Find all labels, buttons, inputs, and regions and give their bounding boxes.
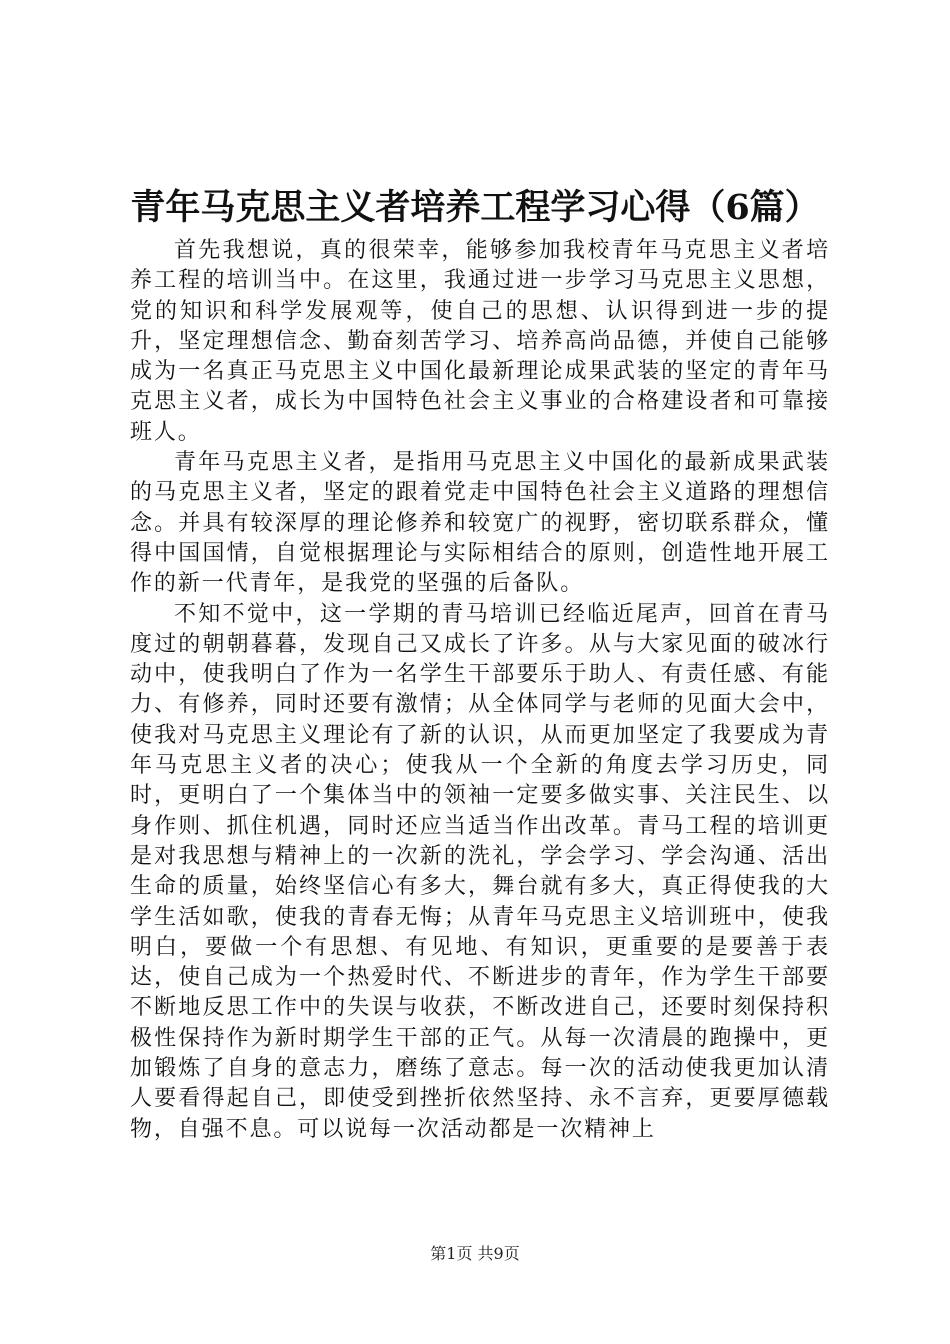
paragraph: 首先我想说，真的很荣幸，能够参加我校青年马克思主义者培养工程的培训当中。在这里，我通过进一步学习马克思主义思想，党的知识和科学发展观等，使自己的思想、认识得到进一步的提升，坚定理想信念、勤奋刻苦学习、培养高尚品德，并使自己能够成为一名真正马克思主义中国化最新理论成果武装的坚定的青年马克思主义者，成长为中国特色社会主义事业的合格建设者和可靠接班人。 xyxy=(130,238,830,445)
page-number-footer: 第1页 共9页 xyxy=(430,1244,520,1263)
document-title: 青年马克思主义者培养工程学习心得（6篇） xyxy=(130,187,820,228)
paragraph: 青年马克思主义者，是指用马克思主义中国化的最新成果武装的马克思主义者，坚定的跟着党走中国特色社会主义道路的理想信念。并具有较深厚的理论修养和较宽广的视野，密切联系群众，懂得中国国情，自觉根据理论与实际相结合的原则，创造性地开展工作的新一代青年，是我党的坚强的后备队。 xyxy=(130,450,830,597)
paragraph: 不知不觉中，这一学期的青马培训已经临近尾声，回首在青马度过的朝朝暮暮，发现自己又成长了许多。从与大家见面的破冰行动中，使我明白了作为一名学生干部要乐于助人、有责任感、有能力、有修养，同时还要有激情；从全体同学与老师的见面大会中，使我对马克思主义理论有了新的认识，从而更加坚定了我要成为青年马克思主义者的决心；使我从一个全新的角度去学习历史，同时，更明白了一个集体当中的领袖一定要多做实事、关注民生、以身作则、抓住机遇，同时还应当适当作出改革。青马工程的培训更是对我思想与精神上的一次新的洗礼，学会学习、学会沟通、活出生命的质量，始终坚信心有多大，舞台就有多大，真正得使我的大学生活如歌，使我的青春无悔；从青年马克思主义培训班中，使我明白，要做一个有思想、有见地、有知识，更重要的是要善于表达，使自己成为一个热爱时代、不断进步的青年，作为学生干部要不断地反思工作中的失误与收获，不断改进自己，还要时刻保持积极性保持作为新时期学生干部的正气。从每一次清晨的跑操中，更加锻炼了自身的意志力，磨练了意志。每一次的活动使我更加认清人要看得起自己，即使受到挫折依然坚持、永不言弃，更要厚德载物，自强不息。可以说每一次活动都是一次精神上 xyxy=(130,601,830,1142)
document-body xyxy=(130,236,830,1145)
